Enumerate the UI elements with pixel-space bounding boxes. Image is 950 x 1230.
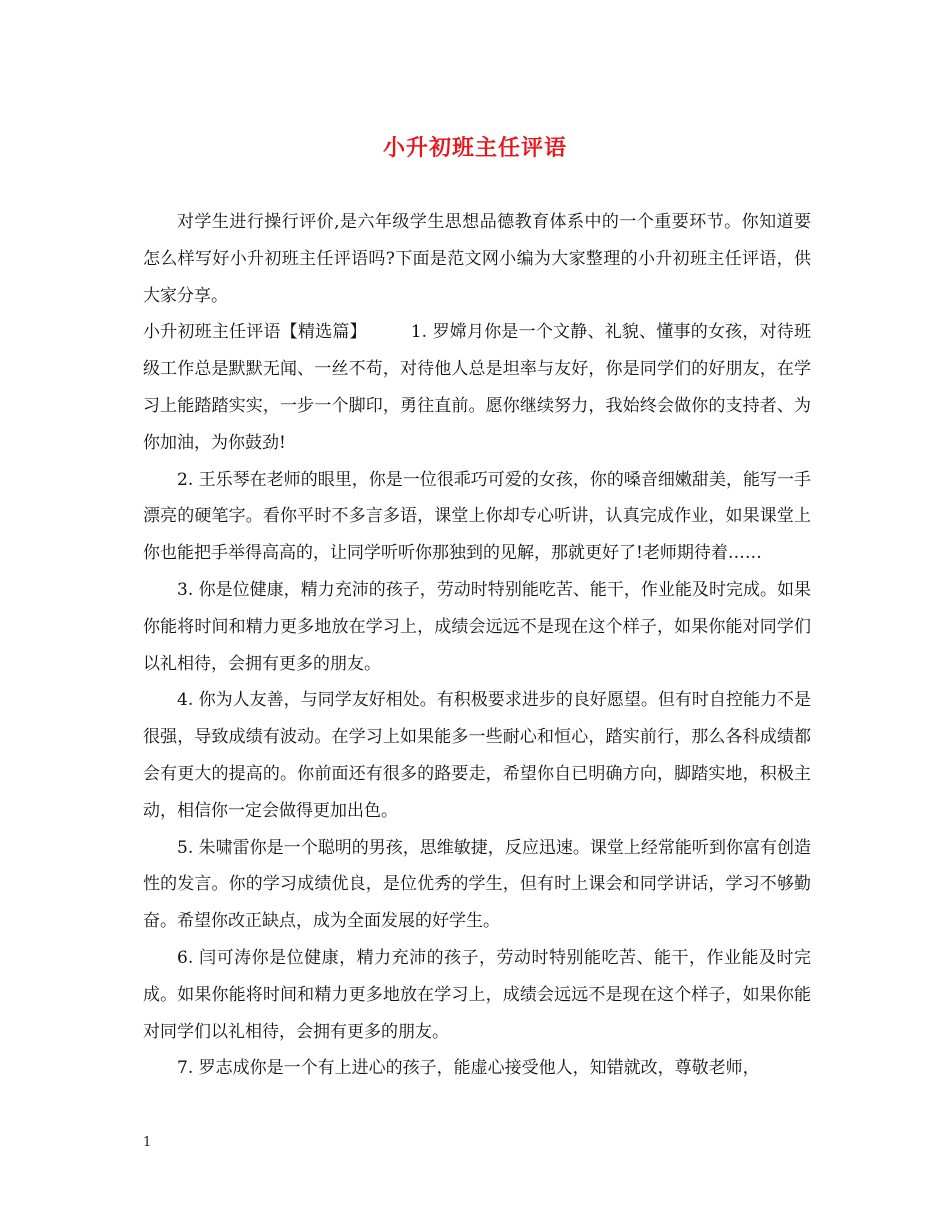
comment-paragraph-3: 3. 你是位健康，精力充沛的孩子，劳动时特别能吃苦、能干，作业能及时完成。如果你能将时间和精力更多地放在学习上，成绩会远远不是现在这个样子，如果你能对同学们以礼相待，会拥有更多的朋友。 <box>143 579 811 674</box>
comment-paragraph-2: 2. 王乐琴在老师的眼里，你是一位很乖巧可爱的女孩，你的嗓音细嫩甜美，能写一手漂亮的硬笔字。看你平时不多言多语，课堂上你却专心听讲，认真完成作业，如果课堂上你也能把手举得高高的，让同学听听你那独到的见解，那就更好了!老师期待着…… <box>143 469 811 564</box>
comment-paragraph-6: 6. 闫可涛你是位健康，精力充沛的孩子，劳动时特别能吃苦、能干，作业能及时完成。如果你能将时间和精力更多地放在学习上，成绩会远远不是现在这个样子，如果你能对同学们以礼相待，会拥有更多的朋友。 <box>143 947 811 1042</box>
comment-paragraph-5: 5. 朱啸雷你是一个聪明的男孩，思维敏捷，反应迅速。课堂上经常能听到你富有创造性的发言。你的学习成绩优良，是位优秀的学生，但有时上课会和同学讲话，学习不够勤奋。希望你改正缺点，成为全面发展的好学生。 <box>143 837 811 932</box>
page-number: 1 <box>143 1135 152 1150</box>
comment-paragraph-4: 4. 你为人友善，与同学友好相处。有积极要求进步的良好愿望。但有时自控能力不是很强，导致成绩有波动。在学习上如果能多一些耐心和恒心，踏实前行，那么各科成绩都会有更大的提高的。你前面还有很多的路要走，希望你自已明确方向，脚踏实地，积极主动，相信你一定会做得更加出色。 <box>143 690 811 821</box>
comment-paragraph-1: 1. 罗嫦月你是一个文静、礼貌、懂事的女孩，对待班级工作总是默默无闻、一丝不苟，对待他人总是坦率与友好，你是同学们的好朋友，在学习上能踏踏实实，一步一个脚印，勇往直前。愿你继续努力，我始终会做你的支持者、为你加油，为你鼓劲! <box>143 322 812 453</box>
intro-paragraph: 对学生进行操行评价,是六年级学生思想品德教育体系中的一个重要环节。你知道要怎么样写好小升初班主任评语吗?下面是范文网小编为大家整理的小升初班主任评语，供大家分享。 <box>143 212 811 306</box>
document-body <box>143 204 811 1087</box>
section-heading-line <box>143 314 811 461</box>
comment-paragraph-7: 7. 罗志成你是一个有上进心的孩子，能虚心接受他人，知错就改，尊敬老师， <box>177 1058 760 1079</box>
document-title: 小升初班主任评语 <box>382 135 567 161</box>
section-heading: 小升初班主任评语【精选篇】 <box>143 322 367 343</box>
